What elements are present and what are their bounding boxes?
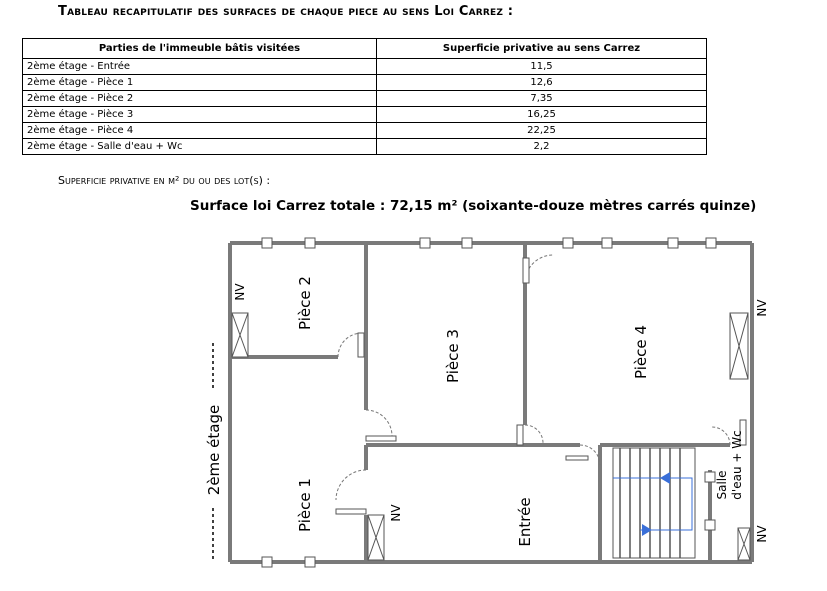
- nv-label: NV: [755, 299, 769, 317]
- room-label-entree: Entrée: [516, 497, 534, 547]
- column-header-parts: Parties de l'immeuble bâtis visitées: [23, 39, 377, 59]
- room-label-piece3: Pièce 3: [444, 329, 462, 383]
- surface-table: [22, 38, 707, 155]
- nv-label: NV: [389, 504, 403, 522]
- nv-label: NV: [755, 525, 769, 543]
- row-value: 7,35: [377, 91, 707, 107]
- room-label-salle-deau-line2: d'eau + Wc: [730, 430, 744, 500]
- total-surface: Surface loi Carrez totale : 72,15 m² (soixante-douze mètres carrés quinze): [190, 198, 757, 214]
- row-label: 2ème étage - Pièce 2: [23, 91, 377, 107]
- row-value: 12,6: [377, 75, 707, 91]
- nv-label: NV: [233, 283, 247, 301]
- row-value: 22,25: [377, 123, 707, 139]
- stairs: [613, 448, 695, 558]
- room-label-piece4: Pièce 4: [632, 325, 650, 379]
- row-value: 11,5: [377, 59, 707, 75]
- row-value: 2,2: [377, 139, 707, 155]
- table-row: [23, 75, 707, 91]
- row-label: 2ème étage - Entrée: [23, 59, 377, 75]
- row-label: 2ème étage - Pièce 3: [23, 107, 377, 123]
- floor-label: 2ème étage: [205, 404, 223, 496]
- table-row: [23, 107, 707, 123]
- row-label: 2ème étage - Pièce 4: [23, 123, 377, 139]
- room-label-piece1: Pièce 1: [296, 478, 314, 532]
- row-value: 16,25: [377, 107, 707, 123]
- page-title: Tableau recapitulatif des surfaces de chaque piece au sens Loi Carrez :: [58, 4, 514, 19]
- table-row: [23, 91, 707, 107]
- room-label-piece2: Pièce 2: [296, 276, 314, 330]
- table-row: [23, 139, 707, 155]
- table-row: [23, 59, 707, 75]
- room-label-salle-deau-line1: Salle: [715, 470, 729, 500]
- floor-plan: [0, 225, 827, 591]
- row-label: 2ème étage - Pièce 1: [23, 75, 377, 91]
- table-header-row: [23, 39, 707, 59]
- subtitle: Superficie privative en m² du ou des lot(s) :: [58, 174, 271, 187]
- column-header-surface: Superficie privative au sens Carrez: [377, 39, 707, 59]
- table-row: [23, 123, 707, 139]
- row-label: 2ème étage - Salle d'eau + Wc: [23, 139, 377, 155]
